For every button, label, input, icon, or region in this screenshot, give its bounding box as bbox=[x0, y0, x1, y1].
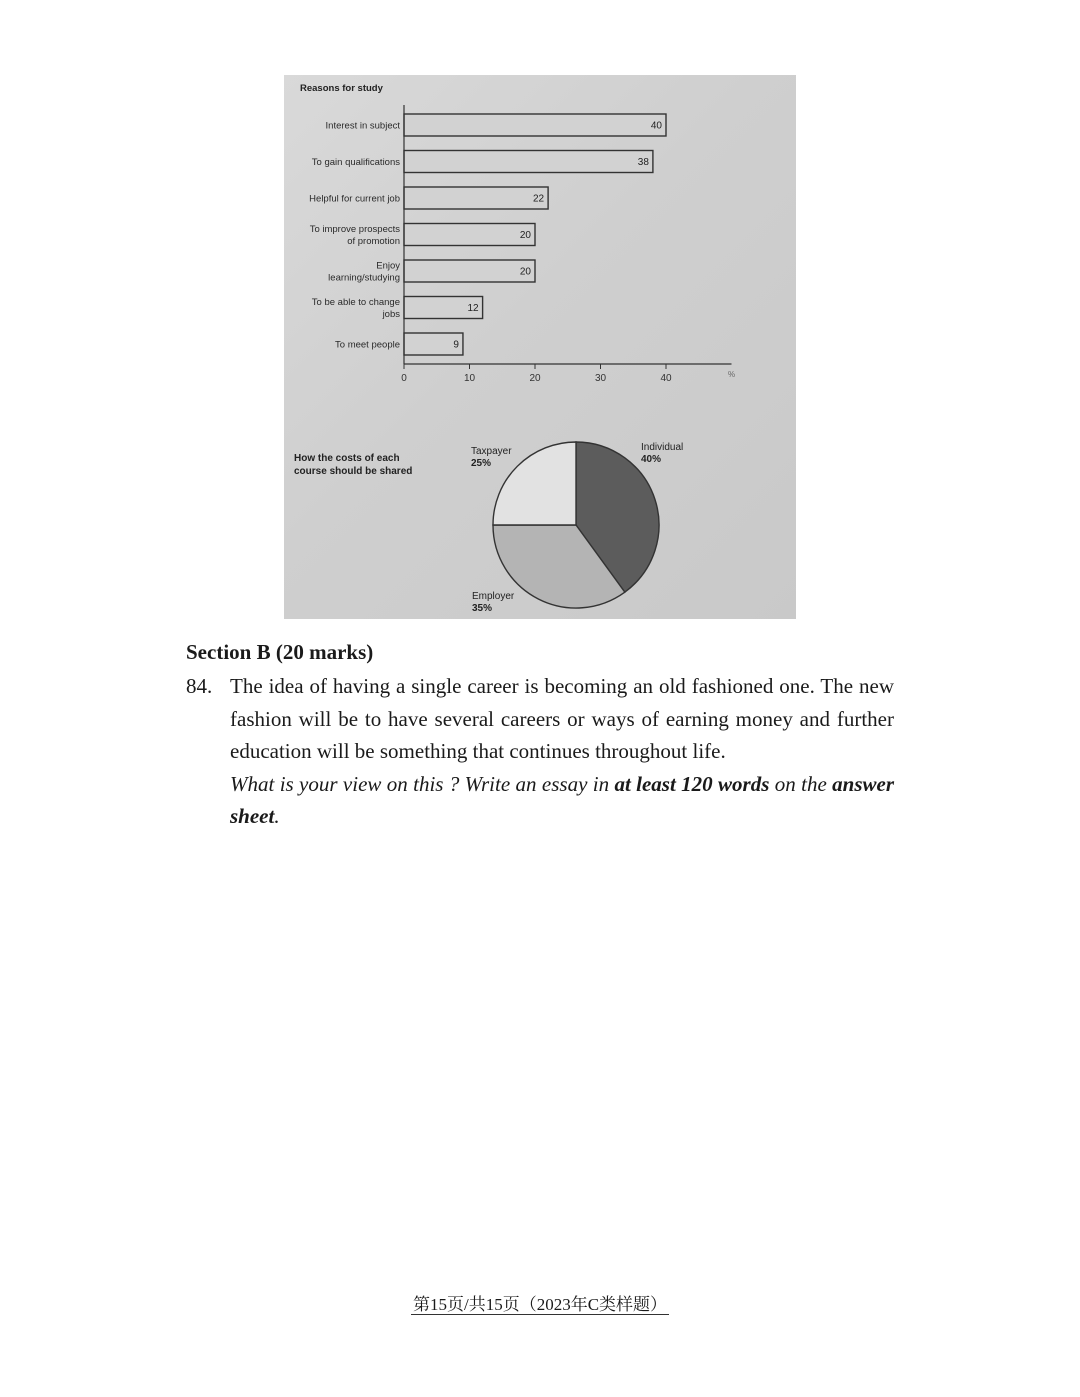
bar-value-label-3: 22 bbox=[532, 193, 545, 205]
question-body bbox=[230, 670, 894, 833]
bar-chart-title: Reasons for study bbox=[300, 83, 383, 94]
bar-x-tick-label-20: 20 bbox=[529, 373, 541, 384]
instruction-part-b: on the bbox=[769, 771, 833, 796]
bar-category-label-4-line-1: To improve prospects bbox=[309, 224, 400, 235]
footer-text: 第15页/共15页（2023年C类样题） bbox=[412, 1295, 668, 1314]
instruction-bold-a: at least 120 words bbox=[614, 771, 770, 796]
bar-category-label-2: To gain qualifications bbox=[311, 157, 400, 168]
instruction-end: . bbox=[274, 804, 280, 828]
pie-label-individual: Individual bbox=[641, 442, 684, 453]
bar-category-label-5-line-1: Enjoy bbox=[376, 260, 400, 272]
bar-x-tick-label-40: 40 bbox=[660, 373, 672, 384]
pie-label-employer: Employer bbox=[472, 591, 515, 602]
bar-category-label-4-line-2: of promotion bbox=[347, 236, 400, 247]
bar-value-label-7: 9 bbox=[453, 339, 459, 351]
bar-value-label-4: 20 bbox=[519, 230, 531, 241]
bar-category-label-3: Helpful for current job bbox=[309, 193, 400, 205]
pie-value-label-individual: 40% bbox=[641, 454, 662, 465]
bar-value-label-1: 40 bbox=[650, 120, 662, 132]
bar-1 bbox=[404, 114, 666, 136]
pie-title-line-2: course should be shared bbox=[294, 466, 413, 477]
bar-3 bbox=[404, 187, 548, 209]
question-instruction bbox=[230, 768, 894, 833]
pie-label-taxpayer: Taxpayer bbox=[471, 446, 512, 457]
bar-4 bbox=[404, 224, 535, 246]
bar-category-label-5-line-2: learning/studying bbox=[328, 272, 400, 284]
bar-x-tick-label-0: 0 bbox=[401, 373, 407, 384]
bar-x-tick-label-30: 30 bbox=[594, 373, 607, 384]
chart-photo bbox=[284, 75, 796, 619]
bar-category-label-6-line-2: jobs bbox=[382, 309, 400, 320]
instruction-bold-b: answer sheet bbox=[230, 771, 894, 828]
bar-5 bbox=[404, 260, 535, 282]
bar-value-label-5: 20 bbox=[519, 266, 531, 278]
bar-category-label-7: To meet people bbox=[335, 339, 400, 351]
pie-title-line-1: How the costs of each bbox=[294, 453, 400, 464]
bar-x-tick-label-10: 10 bbox=[463, 373, 476, 384]
bar-value-label-6: 12 bbox=[467, 303, 479, 314]
bar-category-label-6-line-1: To be able to change bbox=[311, 297, 400, 308]
bar-2 bbox=[404, 151, 653, 173]
bar-value-label-2: 38 bbox=[637, 157, 649, 168]
question-number: 84. bbox=[186, 674, 213, 698]
bar-x-unit-label: % bbox=[727, 370, 736, 379]
charts-canvas bbox=[284, 75, 796, 619]
section-title: Section B (20 marks) bbox=[186, 640, 374, 664]
pie-value-label-taxpayer: 25% bbox=[471, 458, 492, 469]
instruction-part-a: What is your view on this ? Write an essay in bbox=[230, 771, 615, 796]
question-text: The idea of having a single career is becoming an old fashioned one. The new fashion will be to have several careers or ways of earning money and further education will be something that continues throughout life. bbox=[230, 674, 894, 763]
bar-category-label-1: Interest in subject bbox=[325, 120, 400, 132]
page-footer bbox=[0, 1290, 1080, 1315]
pie-value-label-employer: 35% bbox=[472, 603, 493, 614]
